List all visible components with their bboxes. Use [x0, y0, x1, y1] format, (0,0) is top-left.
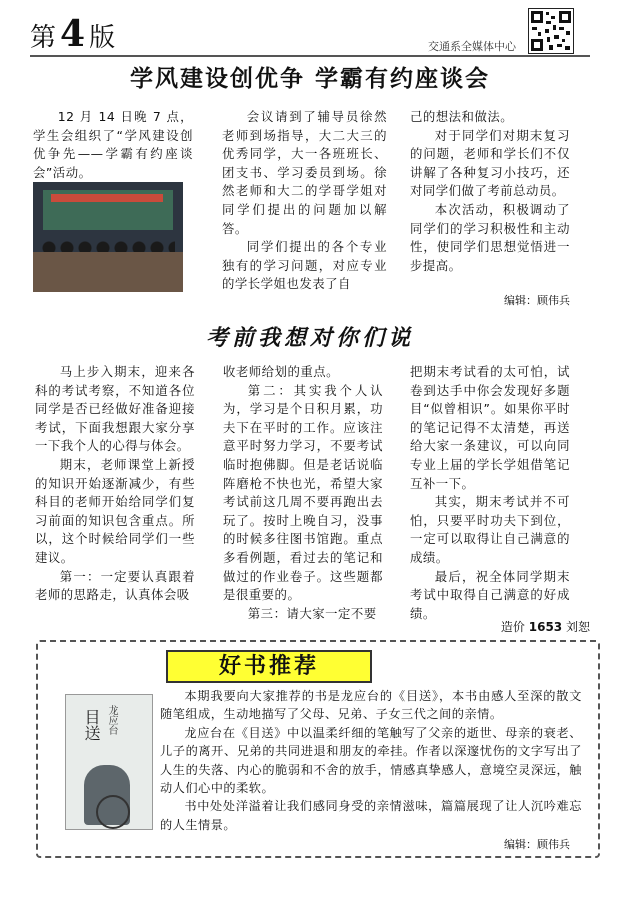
article1-column-1: [33, 108, 193, 182]
book-cover-image: [65, 694, 153, 830]
paragraph: 对于同学们对期末复习的问题，老师和学长们不仅讲解了各种复习小技巧，还对同学们做了考前总动员。: [410, 127, 570, 199]
media-center-name: 交通系全媒体中心: [428, 40, 516, 53]
paragraph-continued: 把期末考试看的太可怕，试卷到达手中你会发现好多题目“似曾相识”。如果你平时的笔记记得不太清楚，再送给大家一条建议，可以向同专业上届的学长学姐借笔记互补一下。: [410, 364, 570, 491]
paragraph: 最后，祝全体同学期末考试中取得自己满意的好成绩。: [410, 568, 570, 621]
paragraph: 12 月 14 日晚 7 点，学生会组织了“学风建设创优争先——学霸有约座谈会”活动。: [33, 109, 193, 180]
paragraph: 马上步入期末，迎来各科的考试考察，不知道各位同学是否已经做好准备迎接考试，下面我想跟大家分享一下我个人的心得与体会。: [35, 364, 195, 454]
paragraph-continued: 收老师给划的重点。: [223, 364, 340, 379]
article1-column-2: [222, 108, 387, 294]
article2-column-2: [223, 363, 383, 623]
meeting-photo: [33, 182, 183, 292]
page-number: 4: [60, 13, 86, 55]
cover-title: 目送: [82, 709, 101, 741]
paragraph-continued: 己的想法和做法。: [410, 109, 514, 124]
article1-editor: 编辑：顾伟兵: [504, 294, 570, 307]
paragraph: 第二：其实我个人认为，学习是个日积月累，功夫下在平时的工作。应该注意平时努力学习，不要考试临时抱佛脚。但是老话说临阵磨枪不快也光，希望大家考试前这几周不要再跑出去玩了。按时上晚自习，没事的时候多往图书馆跑。重点多看例题，看过去的笔记和做过的作业卷子。这些题都是很重要的。: [223, 382, 383, 603]
article2-column-3: [410, 363, 570, 623]
article1-column-3: [410, 108, 570, 275]
book-review-text: [160, 687, 582, 834]
paragraph: 本次活动，积极调动了同学们的学习积极性和主动性，使同学们思想觉悟进一步提高。: [410, 201, 570, 273]
article2-title: 考前我想对你们说: [205, 325, 414, 351]
paragraph: 第三：请大家一定不要: [247, 605, 377, 621]
paragraph: 其实，期末考试并不可怕，只要平时功夫下到位，一定可以取得让自己满意的成绩。: [410, 494, 570, 565]
paragraph: 第一：一定要认真跟着老师的思路走，认真体会吸: [35, 568, 195, 603]
masthead-divider: [30, 55, 590, 57]
paragraph: 同学们提出的各个专业独有的学习问题，对应专业的学长学姐也发表了自: [222, 239, 387, 292]
book-editor: 编辑：顾伟兵: [504, 838, 570, 851]
page-number-label: 第 4 版: [30, 13, 116, 55]
qr-code-icon: [528, 8, 574, 54]
article1-title: 学风建设创优争 学霸有约座谈会: [129, 66, 490, 92]
paragraph: 会议请到了辅导员徐然老师到场指导，大二大三的优秀同学，大一各班班长、团支书、学习委员到场。徐然老师和大二的学哥学姐对同学们提出的问题加以解答。: [222, 109, 387, 236]
paragraph: 书中处处洋溢着让我们感同身受的亲情滋味，篇篇展现了让人沉吟难忘的人生情景。: [160, 799, 582, 832]
paragraph: 本期我要向大家推荐的书是龙应台的《目送》，本书由感人至深的散文随笔组成，生动地描写了父母、兄弟、子女三代之间的亲情。: [160, 689, 582, 722]
paragraph: 龙应台在《目送》中以温柔纤细的笔触写了父亲的逝世、母亲的衰老、儿子的离开、兄弟的共同进退和朋友的牵挂。作者以深邃忧伤的文字写出了人生的失落、内心的脆弱和不舍的放手，情感真挚感人，意境空灵深远，触动人们心中的柔软。: [160, 725, 582, 796]
article2-column-1: [35, 363, 195, 605]
article2-byline: 造价 1653 刘恕: [500, 620, 590, 634]
cover-author: 龙应台: [106, 705, 117, 735]
book-section-title: 好书推荐: [166, 650, 372, 683]
paragraph: 期末，老师课堂上新授的知识开始逐渐减少，有些科目的老师开始给同学们复习前面的知识包含重点。所以，这个时候给同学们一些建议。: [35, 456, 195, 565]
